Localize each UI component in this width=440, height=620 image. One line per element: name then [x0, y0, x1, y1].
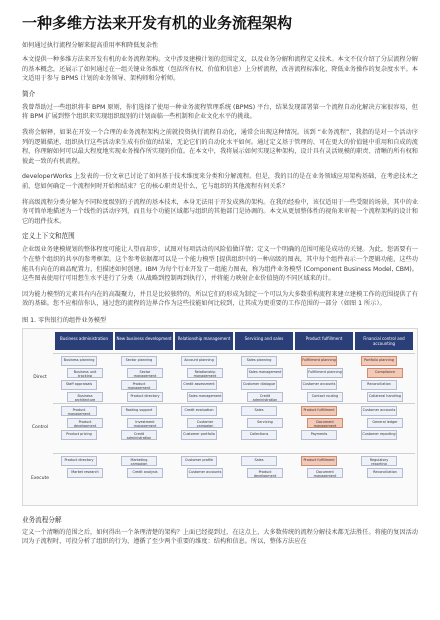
- diagram-column-head: Product fulfillment: [295, 332, 353, 350]
- diagram-row-divider: [53, 453, 415, 454]
- diagram-component-box: Payments: [301, 430, 337, 440]
- diagram-component-box: Sales management: [247, 368, 283, 378]
- diagram-component-box: Collateral handling: [367, 392, 403, 402]
- diagram-component-box: Rosting support: [121, 406, 157, 416]
- diagram-column-head: Business administration: [55, 332, 113, 350]
- diagram-row-divider: [53, 403, 415, 404]
- section-heading-context: 定义上下文和范围: [22, 232, 75, 241]
- diagram-component-box: Customer accounts: [301, 380, 337, 390]
- diagram-component-box: Sector planning: [121, 356, 157, 366]
- diagram-component-box: Compliance: [367, 368, 403, 378]
- diagram-row-label: Execute: [31, 475, 49, 481]
- diagram-row-label: Direct: [33, 374, 47, 380]
- paragraph-1: 我曾帮助过一些组织将非 BPM 原则，你们选择了使用一种业务流程管理系统 (BPMS) 平台，结果发现部署第一个流程自动化解决方案很容易，但将 BPM 扩展到整个组织来实现组织级别的计划面临一些机制和企业文化水平的挑战。: [22, 103, 418, 121]
- diagram-component-box: Credit administration: [121, 430, 157, 440]
- section-heading-analysis: 业务流程分解: [22, 515, 62, 524]
- paragraph-4: 将高级流程分类分解为不同粒度级别的子流程的基本技术，本身无法用于开发成熟的架构。在我的经验中，该仅适用于一些受限的场景，其中的业务可简单地描述为一个线性的活动序列，而且每个功能区域都与组织的其他部门是协调的。本文从更加整体性的视角来审视一个流程架构的设计和它的组件技术。: [22, 198, 418, 225]
- diagram-component-box: Product development: [67, 418, 103, 428]
- paragraph-6: 因为能力模型的元素具有内在的高凝聚力，并且是比较独特的，所以它们的形成为制定一个可以为大多数重构流程来建立建模工作的范围提供了有效的基础。您不应相信你认，通过您的流程的边界合作为这些技能如何比较到，让其成为更重要的工作范围的一部分（如图 1 所示）。: [22, 290, 418, 308]
- figure-caption: 图 1. 零售银行的组件业务模型: [22, 316, 107, 324]
- diagram-row-label: Control: [31, 424, 49, 430]
- paragraph-2: 我将会解释，如果在开发一个合理的业务流程架构之前就投资执行流程自动化，通常会出现这种情况。该到 “业务流程”，我指的是对一个活动序列的逻辑描述，组织执行这些活动来生成有价值的结果，无论它们的自动化水平如何。通过定义基于管理的、可在更大的价值链中重用和自成的流程，你理解如何可以最大程度地实现业务操作所实现的价值。在本文中，我将展示如何实现这种架构，设计具有灵活规模的职责、清晰的所有权和彼此一致的有机流程。: [22, 128, 418, 165]
- diagram-component-box: Reconciliation: [367, 468, 403, 478]
- diagram-column-head: Financial control and accounting: [355, 332, 413, 350]
- diagram-component-box: Customer accounts: [361, 406, 397, 416]
- diagram-component-box: Fulfillment planning: [307, 368, 343, 378]
- paragraph-3: developerWorks 上发表的一份文章已讨论了如何基于技术维度来分类和分解流程。但是，我的目的是在业务领域应用架构基础，在考虑技术之前，您如何确定一个流程何时开始和结束？它的核心职责是什么，它与组织的其他流程有何关系？: [22, 173, 418, 190]
- diagram-component-box: Credit assessment: [181, 380, 217, 390]
- diagram-component-box: Regulatory reporting: [361, 456, 397, 466]
- diagram-column-head: Relationship management: [175, 332, 233, 350]
- diagram-component-box: Customer portfolio: [181, 430, 217, 440]
- diagram-component-box: Investment management: [127, 418, 163, 428]
- diagram-component-box: General ledger: [367, 418, 403, 428]
- diagram-component-box: Business unit tracking: [67, 368, 103, 378]
- diagram-component-box: Relationship management: [187, 368, 223, 378]
- diagram-component-box: Product pricing: [61, 430, 97, 440]
- component-business-model-diagram: [22, 328, 418, 506]
- diagram-component-box: Credit evaluation: [181, 406, 217, 416]
- diagram-component-box: Product management: [61, 406, 97, 416]
- diagram-component-box: Collections: [241, 430, 277, 440]
- diagram-component-box: Product management: [121, 380, 157, 390]
- diagram-component-box: Market research: [67, 468, 103, 478]
- paragraph-5: 企业级业务建模规划的整体程度可能让人望而却步，试图对每项活动的风险值做详情；定义一个明确的范围可能是成功的关键。为此，您需要有一个在整个组织的共享的参考框架。这个参考依据都可以是一个能力模型 [提供组织中的一种高级的图表，其中每个组件表示一个逻辑功能，这些功能具有向在的商品配置力，但描述如何创建。IBM 为每个行业开发了一组能力图表，称为组件业务模型 (Component Business Model, CBM)。这些图表使用行可用想生水平进行了分类（从战略到控制再到执行），并将能力映射企业价值链的不同区域来的计。: [22, 246, 418, 283]
- diagram-component-box: Product directory: [127, 392, 163, 402]
- diagram-component-box: Staff appraisals: [61, 380, 97, 390]
- diagram-component-box: Document management: [307, 418, 343, 428]
- diagram-component-box: Document management: [307, 468, 343, 478]
- diagram-component-box: Product development: [247, 468, 283, 478]
- diagram-component-box: Sales: [241, 406, 277, 416]
- diagram-component-box: Sector management: [127, 368, 163, 378]
- page-subtitle: 如何通过执行流程分解来提高重用率和降低复杂性: [22, 42, 159, 49]
- diagram-column-head: Servicing and sales: [235, 332, 293, 350]
- diagram-component-box: Servicing: [247, 418, 283, 428]
- paragraph-7: 定义一个清晰的范围之后，如何得出一个条理清楚的架构？上面已经提到过，在这点上，大多数传统的流程分解技术都无法胜任。将能的复因活动因为子流程时，可投分析了组织的行为，遵循了至少两个重要的维度：结构和信息。所以，整体方法应在: [22, 528, 418, 546]
- diagram-column-head: New business development: [115, 332, 173, 350]
- diagram-component-box: Customer dialogue: [241, 380, 277, 390]
- diagram-component-box: Business architecture: [67, 392, 103, 402]
- diagram-component-box: Fulfillment planning: [301, 356, 337, 366]
- diagram-component-box: Customer reporting: [361, 430, 397, 440]
- diagram-component-box: Product fulfillment: [301, 406, 337, 416]
- intro-paragraph: 本文提供一种多维方法来开发有机的业务流程架构。文中涉及建模计划的范围定义，以及业务分解和流程定义技术。本文不仅介绍了分层流程分解的基本概念，还展示了如何通过在一组关键业务维度（包括所有权、价值和信息）上分析流程，改善流程标准化，降低业务操作的复杂度水平。本文适用于参与 BPMS 计划的业务领导、架构师和分析师。: [22, 56, 418, 83]
- section-heading-intro: 简介: [22, 89, 36, 98]
- diagram-component-box: Account planning: [181, 356, 217, 366]
- diagram-row-divider: [53, 353, 415, 354]
- diagram-component-box: Sales management: [187, 392, 223, 402]
- diagram-component-box: Sales planning: [241, 356, 277, 366]
- diagram-component-box: Business planning: [61, 356, 97, 366]
- diagram-component-box: Customer profile: [181, 456, 217, 466]
- diagram-component-box: Product directory: [61, 456, 97, 466]
- diagram-component-box: Credit administration: [247, 392, 283, 402]
- diagram-component-box: Customer accounts: [187, 468, 223, 478]
- diagram-component-box: Contact routing: [307, 392, 343, 402]
- diagram-component-box: Portfolio planning: [361, 356, 397, 366]
- diagram-component-box: Product fulfillment: [301, 456, 337, 466]
- diagram-component-box: Reconciliation: [361, 380, 397, 390]
- diagram-component-box: Marketing campaign: [121, 456, 157, 466]
- diagram-component-box: Credit analysis: [127, 468, 163, 478]
- page-title: 一种多维方法来开发有机的业务流程架构: [22, 14, 293, 32]
- diagram-component-box: Customer campaign: [187, 418, 223, 428]
- diagram-component-box: Sales: [241, 456, 277, 466]
